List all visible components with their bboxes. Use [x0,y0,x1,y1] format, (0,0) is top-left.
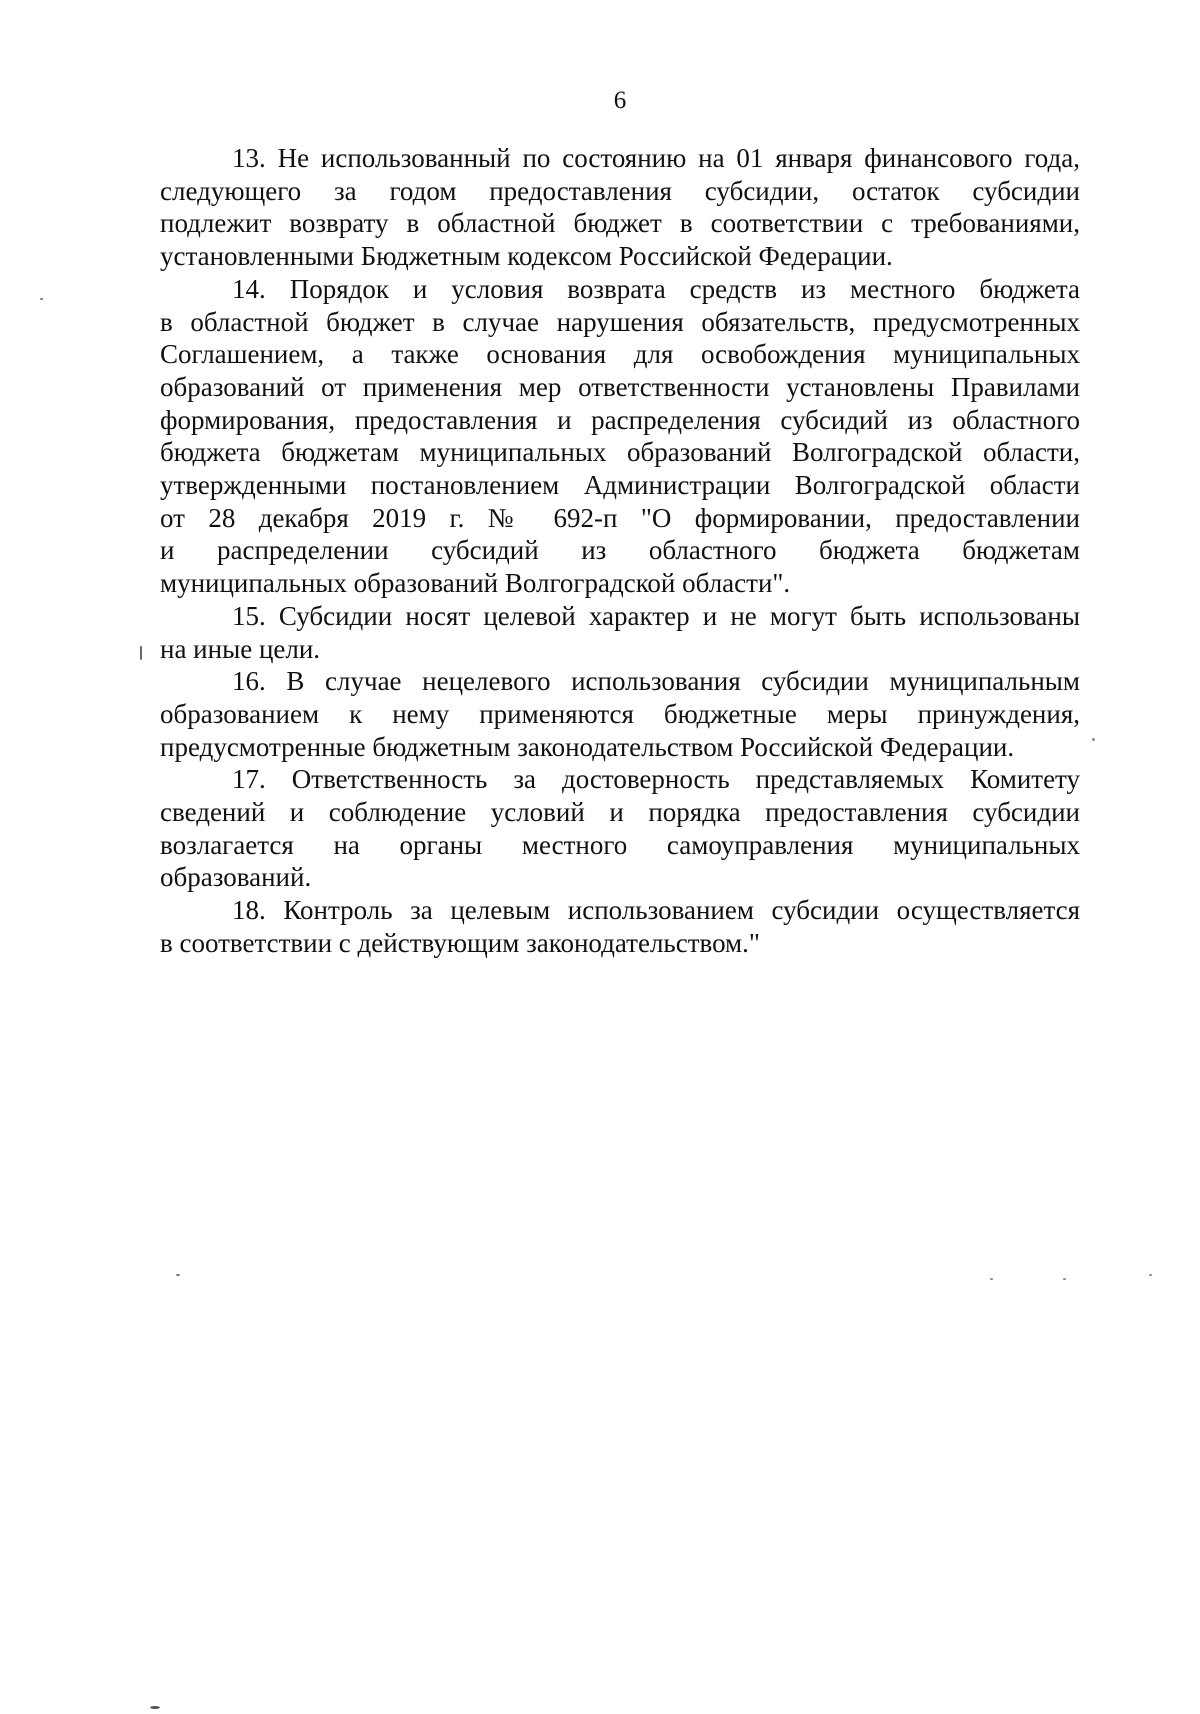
document-body [160,142,1080,960]
scan-speck [176,1274,180,1276]
paragraph-15 [160,600,1080,665]
scan-speck [990,1278,993,1280]
scan-speck [1149,1274,1152,1276]
text-line: Соглашением, а также основания для освобождения муниципальных [160,339,1080,370]
text-line: в соответствии с действующим законодательством." [160,927,760,958]
text-line: образований от применения мер ответственности установлены Правилами [160,371,1080,402]
text-line: установленными Бюджетным кодексом Российской Федерации. [160,241,893,272]
scan-speck [1092,738,1095,741]
text-line: 15. Субсидии носят целевой характер и не могут быть использованы [232,600,1080,631]
text-line: возлагается на органы местного самоуправления муниципальных [160,829,1080,860]
text-line: на иные цели. [160,633,321,664]
text-line: бюджета бюджетам муниципальных образований Волгоградской области, [160,437,1080,468]
paragraph-16 [160,665,1080,763]
page-number: 6 [613,87,627,114]
text-line: следующего за годом предоставления субсидии, остаток субсидии [160,175,1080,206]
scan-speck [1063,1278,1066,1280]
paragraph-17 [160,763,1080,894]
paragraph-18 [160,894,1080,959]
text-line: сведений и соблюдение условий и порядка предоставления субсидии [160,797,1080,828]
text-line: муниципальных образований Волгоградской области". [160,568,791,599]
text-line: 13. Не использованный по состоянию на 01 января финансового года, [232,143,1080,173]
text-line: утвержденными постановлением Администрации Волгоградской области [160,470,1080,501]
scan-speck [150,1706,160,1709]
text-line: 16. В случае нецелевого использования субсидии муниципальным [232,666,1080,697]
text-line: образованием к нему применяются бюджетные меры принуждения, [160,698,1080,729]
scan-speck [140,646,142,660]
text-line: от 28 декабря 2019 г. № 692-п "О формировании, предоставлении [160,502,1080,533]
text-line: формирования, предоставления и распределения субсидий из областного [160,404,1080,435]
scan-speck [40,298,43,300]
paragraph-14 [160,273,1080,600]
text-line: подлежит возврату в областной бюджет в соответствии с требованиями, [160,208,1080,239]
text-line: 14. Порядок и условия возврата средств из местного бюджета [232,273,1080,304]
text-line: в областной бюджет в случае нарушения обязательств, предусмотренных [160,306,1080,337]
paragraph-13 [160,142,1080,273]
text-line: 18. Контроль за целевым использованием субсидии осуществляется [232,895,1080,926]
text-line: предусмотренные бюджетным законодательством Российской Федерации. [160,731,1015,762]
text-line: образований. [160,862,312,893]
text-line: и распределении субсидий из областного бюджета бюджетам [160,535,1080,566]
text-line: 17. Ответственность за достоверность представляемых Комитету [232,764,1080,795]
